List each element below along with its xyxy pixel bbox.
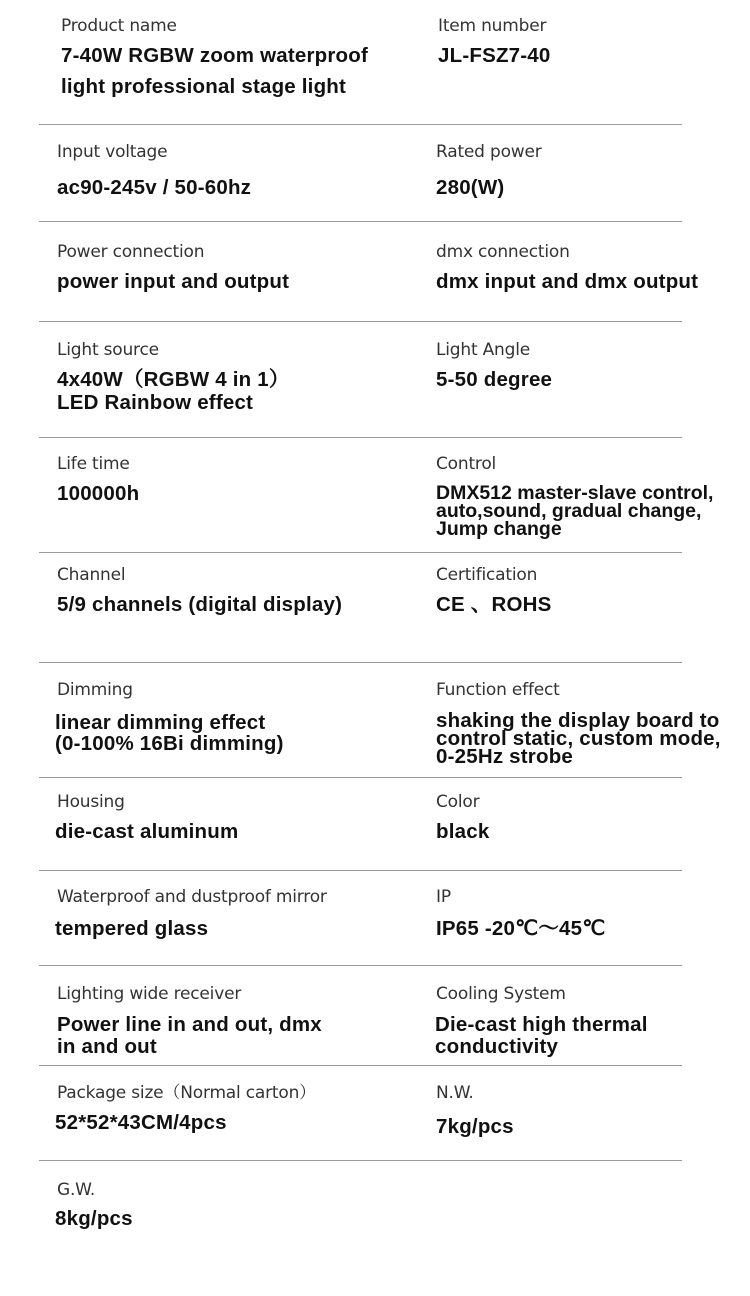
spec-life-time xyxy=(57,454,417,505)
spec-value: DMX512 master-slave control, auto,sound, gradual change, Jump change xyxy=(436,482,714,540)
spec-power-connection xyxy=(57,242,417,293)
spec-label: dmx connection xyxy=(436,242,570,262)
row-divider xyxy=(39,777,682,778)
spec-label: IP xyxy=(436,887,451,907)
spec-label: Package size（Normal carton） xyxy=(57,1083,316,1103)
spec-value: 100000h xyxy=(57,482,140,505)
spec-label: G.W. xyxy=(57,1180,96,1200)
spec-value: CE 、ROHS xyxy=(436,593,552,616)
spec-label: Dimming xyxy=(57,680,133,700)
spec-label: N.W. xyxy=(436,1083,474,1103)
row-divider xyxy=(39,662,682,663)
spec-value: 7kg/pcs xyxy=(436,1115,514,1138)
spec-dmx-connection xyxy=(436,242,750,293)
row-divider xyxy=(39,321,682,322)
spec-label: Light source xyxy=(57,340,159,360)
row-divider xyxy=(39,221,682,222)
spec-value: 280(W) xyxy=(436,176,505,199)
spec-package-size xyxy=(55,1083,415,1134)
spec-label: Life time xyxy=(57,454,130,474)
spec-label: Waterproof and dustproof mirror xyxy=(57,887,327,907)
spec-input-voltage xyxy=(57,142,417,199)
spec-value: IP65 -20℃～45℃ xyxy=(436,917,606,940)
spec-label: Control xyxy=(436,454,497,474)
spec-item-number xyxy=(438,16,750,71)
spec-value: 8kg/pcs xyxy=(55,1207,133,1230)
spec-light-source xyxy=(57,340,417,414)
spec-color xyxy=(436,792,750,843)
spec-certification xyxy=(436,565,750,616)
spec-value: tempered glass xyxy=(55,917,209,940)
spec-value: Power line in and out, dmx in and out xyxy=(57,1013,322,1058)
row-divider xyxy=(39,1065,682,1066)
spec-label: Housing xyxy=(57,792,125,812)
spec-label: Item number xyxy=(438,16,547,36)
spec-value: 5/9 channels (digital display) xyxy=(57,593,343,616)
spec-value: Die-cast high thermal conductivity xyxy=(435,1013,648,1058)
spec-value: dmx input and dmx output xyxy=(436,270,699,293)
spec-value: die-cast aluminum xyxy=(55,820,239,843)
spec-value: linear dimming effect (0-100% 16Bi dimming) xyxy=(55,711,284,755)
row-divider xyxy=(39,1160,682,1161)
spec-light-angle xyxy=(436,340,750,391)
spec-value: 4x40W（RGBW 4 in 1） LED Rainbow effect xyxy=(57,368,290,414)
row-divider xyxy=(39,965,682,966)
spec-label: Color xyxy=(436,792,480,812)
spec-channel xyxy=(57,565,417,616)
spec-product-name xyxy=(61,16,421,102)
spec-value: 52*52*43CM/4pcs xyxy=(55,1111,227,1134)
spec-label: Rated power xyxy=(436,142,542,162)
spec-value: 7-40W RGBW zoom waterproof light professional stage light xyxy=(61,44,369,98)
spec-ip xyxy=(436,887,750,940)
spec-label: Input voltage xyxy=(57,142,168,162)
spec-value: shaking the display board to control static, custom mode, 0-25Hz strobe xyxy=(436,709,721,768)
row-divider xyxy=(39,124,682,125)
spec-value: power input and output xyxy=(57,270,290,293)
spec-rated-power xyxy=(436,142,750,199)
row-divider xyxy=(39,437,682,438)
spec-label: Cooling System xyxy=(436,984,566,1004)
spec-label: Function effect xyxy=(436,680,560,700)
spec-value: black xyxy=(436,820,490,843)
spec-housing xyxy=(55,792,415,843)
spec-gross-weight xyxy=(55,1180,415,1230)
spec-lighting-wide-receiver xyxy=(57,984,417,1058)
spec-label: Lighting wide receiver xyxy=(57,984,242,1004)
spec-label: Certification xyxy=(436,565,538,585)
spec-value: JL-FSZ7-40 xyxy=(438,44,551,67)
spec-label: Channel xyxy=(57,565,126,585)
spec-control xyxy=(436,454,750,538)
spec-function-effect xyxy=(436,680,750,766)
spec-label: Light Angle xyxy=(436,340,531,360)
spec-value: ac90-245v / 50-60hz xyxy=(57,176,252,199)
spec-net-weight xyxy=(436,1083,750,1138)
spec-dimming xyxy=(55,680,415,754)
row-divider xyxy=(39,870,682,871)
spec-cooling-system xyxy=(435,984,749,1058)
spec-label: Product name xyxy=(61,16,177,36)
row-divider xyxy=(39,552,682,553)
spec-value: 5-50 degree xyxy=(436,368,553,391)
spec-mirror xyxy=(55,887,415,940)
spec-label: Power connection xyxy=(57,242,205,262)
